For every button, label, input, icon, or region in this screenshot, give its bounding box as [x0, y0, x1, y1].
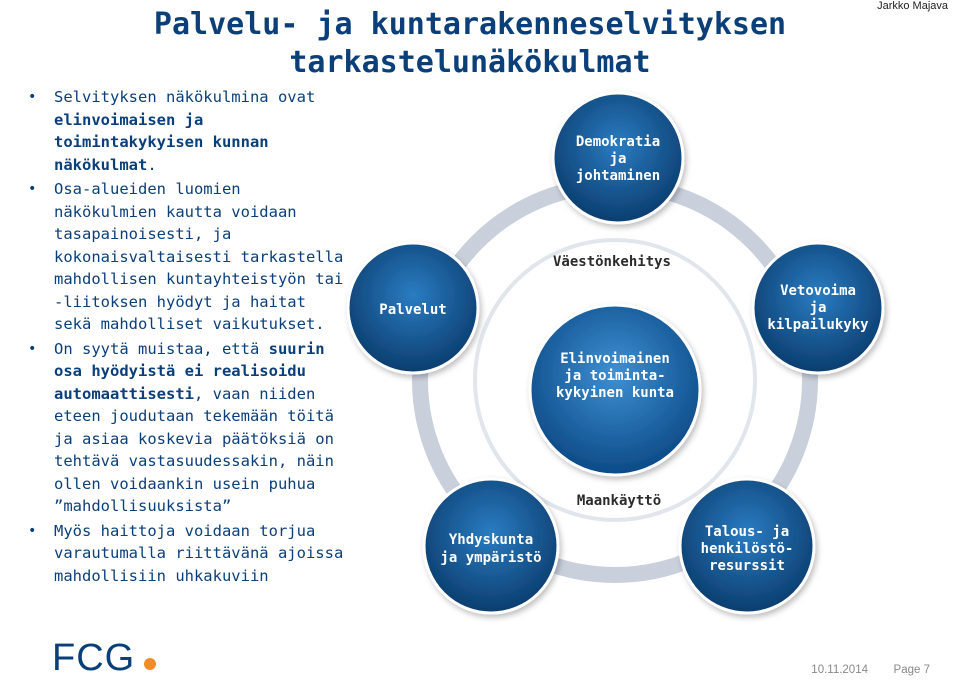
- label-land-use: Maankäyttö: [576, 493, 662, 509]
- node-top-line-3: johtaminen: [575, 168, 661, 184]
- bullet-item: [28, 178, 348, 336]
- node-bottom-right-line-2: henkilöstö-: [700, 541, 794, 557]
- node-attractiveness: [753, 243, 883, 373]
- bullet-4-text: Myös haittoja voidaan torjua varautumalla riittävänä ajoissa mahdollisiin uhkakuviin: [54, 521, 344, 585]
- bullet-1-end: .: [147, 155, 157, 174]
- label-population: Väestönkehitys: [552, 254, 672, 270]
- slide-title: [120, 6, 820, 82]
- node-left-line-1: Palvelut: [379, 302, 447, 318]
- node-bottom-left-line-1: Yhdyskunta: [448, 532, 534, 548]
- bullet-3-end: , vaan niiden eteen joudutaan tekemään töitä ja asiaa koskevia päätöksiä on tehtävä vastasuudessakin, näin ollen voidaankin usein puhua ”mahdollisuuksista”: [54, 384, 334, 515]
- node-services: [348, 243, 478, 373]
- bullet-3-text: On syytä muistaa, että: [54, 339, 269, 358]
- bullet-1-text: Selvityksen näkökulmina ovat: [54, 88, 316, 106]
- node-top-line-2: ja: [609, 151, 627, 167]
- node-democracy: [553, 93, 683, 223]
- center-line-2: ja toiminta-: [564, 368, 666, 384]
- bullet-item: [28, 86, 348, 176]
- center-node: [530, 305, 700, 475]
- center-line-1: Elinvoimainen: [560, 351, 670, 367]
- logo-text: FCG: [52, 637, 136, 676]
- node-bottom-left-line-2: ja ympäristö: [440, 550, 542, 566]
- node-top-line-1: Demokratia: [575, 134, 661, 150]
- node-community: [424, 479, 558, 613]
- logo-dot: [144, 658, 156, 670]
- footer-date: 10.11.2014: [811, 664, 868, 676]
- author-name: Jarkko Majava: [877, 0, 948, 12]
- node-bottom-right-line-1: Talous- ja: [704, 524, 790, 540]
- title-line-2: tarkastelunäkökulmat: [289, 45, 651, 80]
- footer-page: Page 7: [893, 664, 930, 676]
- bullet-3-bold: suurin osa hyödyistä ei realisoidu automaattisesti: [54, 339, 325, 403]
- bullet-2-text: Osa-alueiden luomien näkökulmien kautta voidaan tasapainoisesti, ja kokonaisvaltaisesti tarkastella mahdollisen kuntayhteistyön tai -liitoksen hyödyt ja haitat sekä mahdolliset vaikutukset.: [54, 180, 344, 333]
- bullet-1-bold: elinvoimaisen ja toimintakykyisen kunnan näkökulmat: [54, 110, 269, 174]
- bullet-item: [28, 520, 348, 588]
- center-line-3: kykyinen kunta: [555, 385, 675, 401]
- node-right-line-3: kilpailukyky: [767, 317, 869, 333]
- node-right-line-1: Vetovoima: [780, 283, 856, 299]
- node-bottom-right-line-3: resurssit: [709, 558, 785, 574]
- bullet-item: [28, 338, 348, 518]
- bullet-list: [28, 86, 348, 589]
- title-line-1: Palvelu- ja kuntarakenneselvityksen: [153, 7, 787, 42]
- node-finance: [680, 479, 814, 613]
- node-right-line-2: ja: [809, 300, 827, 316]
- perspective-diagram: [340, 80, 960, 640]
- fcg-logo: [52, 636, 162, 676]
